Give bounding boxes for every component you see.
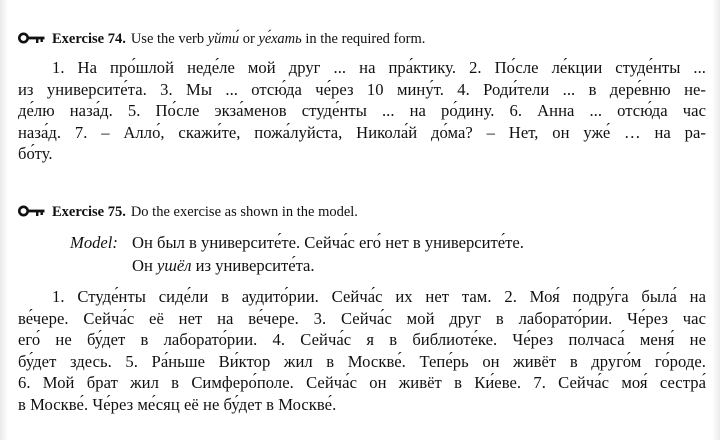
model-sentence-1: Он был в университе́те. Сейча́с его́ нет в университе́те.: [132, 233, 524, 252]
model-label: Model:: [70, 233, 118, 252]
model-example: [70, 231, 706, 277]
text-line: его́ не бу́дет в лаборато́рии. 4. Сейча́с я в библиоте́ке. Че́рез полчаса́ меня́ не: [18, 330, 706, 350]
text-line: 6. Мой брат жил в Симферо́поле. Сейча́с он живёт в Ки́еве. 7. Сейча́с моя́ сестра́: [18, 373, 706, 393]
exercise-74: [18, 30, 706, 165]
model-row-1: [70, 231, 706, 254]
text-line: из университе́та. 3. Мы ... отсю́да че́рез 10 мину́т. 4. Роди́тели ... в дере́вню не-: [18, 79, 706, 99]
exercise-75: [18, 203, 706, 416]
exercise-74-text: [18, 57, 706, 165]
text-line: 1. Студе́нты сиде́ли в аудито́рии. Сейча́с их нет там. 2. Моя́ подру́га была́ на: [52, 287, 706, 306]
text-line: ве́чере. Сейча́с её нет на ве́чере. 3. Сейча́с мой друг в лаборато́рии. Че́рез час: [18, 308, 706, 328]
text-line: наза́д. 7. – Алло́, скажи́те, пожа́луйста, Никола́й до́ма? – Нет, он уже́ … на ра-: [18, 122, 706, 142]
text-line: бу́дет здесь. 5. Ра́ньше Ви́ктор жил в Москве́. Тепе́рь он живёт в друго́м го́роде.: [18, 351, 706, 371]
exercise-75-text: [18, 286, 706, 416]
model-verb: ушёл: [157, 256, 192, 275]
page-edge-left: [0, 0, 8, 440]
exercise-74-header: [48, 30, 706, 49]
exercise-title: Exercise 75.: [52, 204, 126, 220]
text-line: бо́ту.: [18, 144, 53, 164]
model-row-2: Он ушёл из университе́та.: [132, 256, 315, 275]
exercise-instruction: Use the verb уйти́ or уе́хать in the required form.: [130, 31, 426, 47]
text-line: в Москве́. Че́рез ме́сяц её не бу́дет в Москве́.: [18, 394, 337, 414]
page-edge-right: [712, 0, 720, 440]
exercise-instruction: Do the exercise as shown in the model.: [130, 204, 358, 220]
exercise-75-header: [48, 203, 706, 222]
key-icon: [18, 205, 48, 217]
key-icon: [18, 32, 48, 44]
text-line: де́лю наза́д. 5. По́сле экза́менов студе́нты ... на ро́дину. 6. Анна ... отсю́да час: [18, 101, 706, 121]
exercise-title: Exercise 74.: [52, 31, 126, 47]
text-line: 1. На про́шлой неде́ле мой друг ... на пра́ктику. 2. По́сле ле́кции студе́нты ...: [52, 58, 706, 77]
